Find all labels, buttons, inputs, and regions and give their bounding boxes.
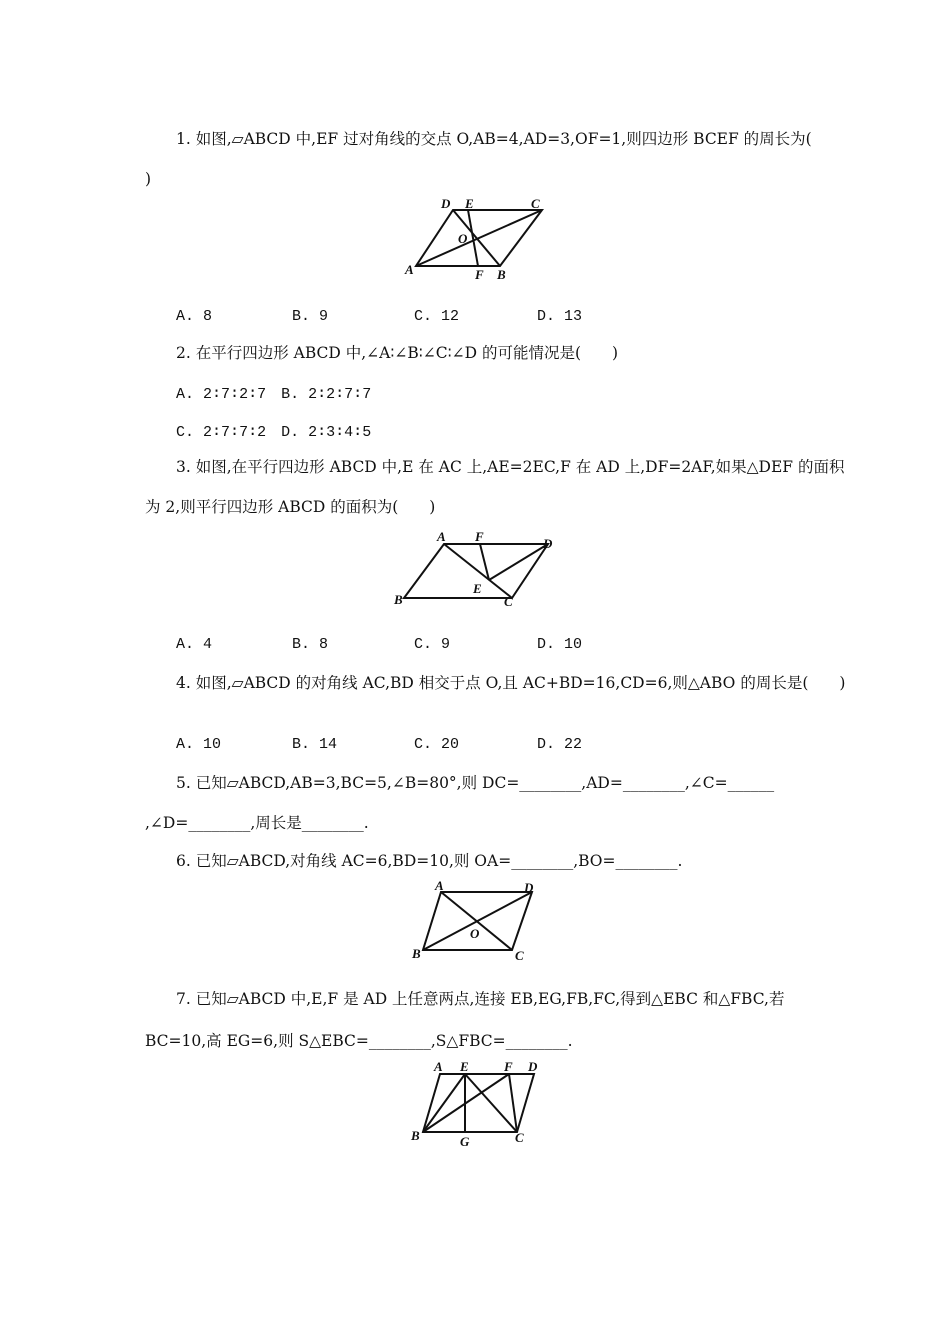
q1-figure bbox=[400, 196, 560, 290]
q1-label-c: C bbox=[531, 196, 540, 211]
q1-option-a[interactable]: A. 8 bbox=[176, 308, 213, 325]
q3-option-d[interactable]: D. 10 bbox=[537, 636, 583, 653]
q3-label-e: E bbox=[473, 581, 482, 596]
q3-label-c: C bbox=[504, 594, 513, 609]
q1-option-d[interactable]: D. 13 bbox=[537, 308, 583, 325]
q4-option-c[interactable]: C. 20 bbox=[414, 736, 460, 753]
q7-label-b: B bbox=[411, 1128, 420, 1143]
q6-label-c: C bbox=[515, 948, 524, 963]
q1-label-a: A bbox=[405, 262, 414, 277]
q2-options-row2[interactable]: C. 2∶7∶7∶2 D. 2∶3∶4∶5 bbox=[176, 424, 372, 441]
q3-label-d: D bbox=[543, 536, 553, 551]
q4-text-line1: 4. 如图,▱ABCD 的对角线 AC,BD 相交于点 O,且 AC+BD=16,CD=6,则△ABO 的周长是( ) bbox=[176, 674, 846, 692]
q6-label-d: D bbox=[524, 880, 534, 895]
q1-option-c[interactable]: C. 12 bbox=[414, 308, 460, 325]
q6-label-o: O bbox=[470, 926, 480, 941]
q6-figure bbox=[405, 880, 545, 968]
q3-text-line2: 为 2,则平行四边形 ABCD 的面积为( ) bbox=[145, 498, 436, 516]
q7-text-line1: 7. 已知▱ABCD 中,E,F 是 AD 上任意两点,连接 EB,EG,FB,FC,得到△EBC 和△FBC,若 bbox=[176, 990, 785, 1008]
q4-option-a[interactable]: A. 10 bbox=[176, 736, 222, 753]
q2-text-line1: 2. 在平行四边形 ABCD 中,∠A∶∠B∶∠C∶∠D 的可能情况是( ) bbox=[176, 344, 619, 362]
q3-label-b: B bbox=[394, 592, 403, 607]
q7-label-g: G bbox=[460, 1134, 470, 1148]
q6-label-b: B bbox=[412, 946, 421, 961]
q6-text-line1: 6. 已知▱ABCD,对角线 AC=6,BD=10,则 OA=________,BO=________. bbox=[176, 852, 683, 870]
q3-label-a: A bbox=[437, 529, 446, 544]
q7-label-a: A bbox=[434, 1059, 443, 1074]
q3-option-b[interactable]: B. 8 bbox=[292, 636, 329, 653]
q7-figure bbox=[405, 1058, 545, 1152]
q5-text-line1: 5. 已知▱ABCD,AB=3,BC=5,∠B=80°,则 DC=________,AD=________,∠C=______ bbox=[176, 774, 775, 792]
q3-option-c[interactable]: C. 9 bbox=[414, 636, 451, 653]
q5-text-line2: ,∠D=________,周长是________. bbox=[145, 814, 369, 832]
q1-text-line2: ) bbox=[145, 170, 152, 188]
q7-label-f: F bbox=[504, 1059, 513, 1074]
q1-option-b[interactable]: B. 9 bbox=[292, 308, 329, 325]
q7-label-d: D bbox=[528, 1059, 538, 1074]
q7-text-line2: BC=10,高 EG=6,则 S△EBC=________,S△FBC=________. bbox=[145, 1032, 573, 1050]
q1-label-b: B bbox=[497, 267, 506, 282]
q1-label-o: O bbox=[458, 231, 468, 246]
q1-label-f: F bbox=[475, 267, 484, 282]
q4-option-d[interactable]: D. 22 bbox=[537, 736, 583, 753]
q3-figure bbox=[390, 528, 560, 616]
q1-text-line1: 1. 如图,▱ABCD 中,EF 过对角线的交点 O,AB=4,AD=3,OF=1,则四边形 BCEF 的周长为( bbox=[176, 130, 812, 148]
q3-label-f: F bbox=[475, 529, 484, 544]
q2-options-row1[interactable]: A. 2∶7∶2∶7 B. 2∶2∶7∶7 bbox=[176, 386, 372, 403]
q6-label-a: A bbox=[435, 880, 444, 893]
q7-label-e: E bbox=[460, 1059, 469, 1074]
q1-label-d: D bbox=[441, 196, 451, 211]
q1-label-e: E bbox=[465, 196, 474, 211]
q3-option-a[interactable]: A. 4 bbox=[176, 636, 213, 653]
q3-text-line1: 3. 如图,在平行四边形 ABCD 中,E 在 AC 上,AE=2EC,F 在 AD 上,DF=2AF,如果△DEF 的面积 bbox=[176, 458, 845, 476]
q4-option-b[interactable]: B. 14 bbox=[292, 736, 338, 753]
q7-label-c: C bbox=[515, 1130, 524, 1145]
